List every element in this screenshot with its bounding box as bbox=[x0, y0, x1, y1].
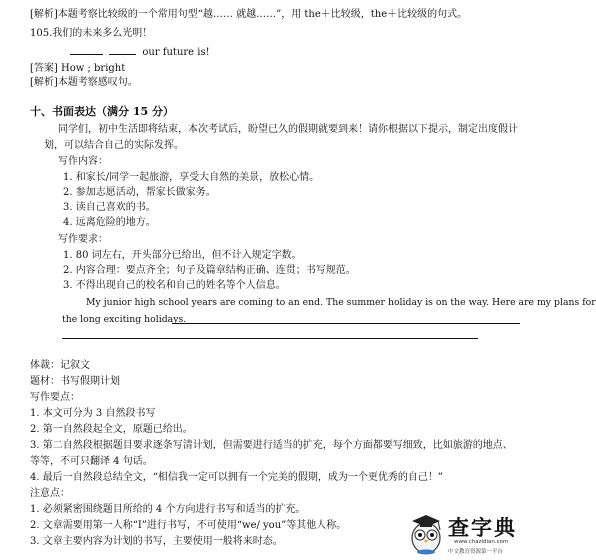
content-item: 1. 和家长/同学一起旅游，享受大自然的美景，放松心情。 bbox=[63, 172, 320, 183]
points-heading: 写作要点： bbox=[30, 392, 80, 403]
topic-line: 题材：书写假期计划 bbox=[30, 376, 120, 387]
logo-name: 查字典 bbox=[448, 516, 517, 540]
chazidian-logo bbox=[406, 508, 528, 558]
requirement-item: 2. 内容合理：要点齐全；句子及篇章结构正确、连贯；书写规范。 bbox=[63, 265, 356, 276]
essay-opening-line1: My junior high school years are coming to an end. The summer holiday is on the way. Here are my plans for bbox=[86, 297, 596, 308]
content-item: 4. 远离危险的地方。 bbox=[63, 217, 156, 228]
q105-analysis: [解析]本题考察感叹句。 bbox=[30, 77, 138, 88]
content-heading: 写作内容： bbox=[58, 156, 108, 167]
point-item: 2. 第一自然段起全文，原题已给出。 bbox=[30, 424, 193, 435]
content-item: 3. 读自己喜欢的书。 bbox=[63, 202, 156, 213]
point-item: 等等，不可只翻译 4 句话。 bbox=[30, 456, 153, 467]
answer-blank-1 bbox=[70, 45, 103, 55]
owl-mascot-icon bbox=[406, 508, 446, 556]
note-item: 1. 必须紧密围绕题目所给的 4 个方向进行书写和适当的扩充。 bbox=[30, 504, 306, 515]
genre-line: 体裁：记叙文 bbox=[30, 360, 90, 371]
point-item: 3. 第二自然段根据题目要求逐条写清计划，但需要进行适当的扩充，每个方面都要写细致，比如旅游的地点、 bbox=[30, 440, 513, 451]
note-item: 3. 文章主要内容为计划的书写，主要使用一般将来时态。 bbox=[30, 536, 283, 547]
requirement-item: 3. 不得出现自己的校名和自己的姓名等个人信息。 bbox=[63, 280, 286, 291]
q105-question: 105.我们的未来多么光明！ bbox=[30, 28, 153, 39]
writing-line bbox=[62, 338, 478, 339]
point-item: 4. 最后一自然段总结全文，“相信我一定可以拥有一个完美的假期，成为一个更优秀的自己！” bbox=[30, 472, 443, 483]
q105-fill-line bbox=[30, 45, 210, 59]
writing-line bbox=[172, 323, 520, 324]
q105-answer: [答案] How ; bright bbox=[30, 63, 126, 74]
essay-opening-line2: the long exciting holidays. bbox=[62, 314, 187, 325]
requirements-heading: 写作要求： bbox=[58, 234, 108, 245]
point-item: 1. 本文可分为 3 自然段书写 bbox=[30, 408, 156, 419]
prompt-intro-line2: 划，可以结合自己的实际发挥。 bbox=[44, 140, 184, 151]
requirement-item: 1. 80 词左右，开头部分已给出，但不计入规定字数。 bbox=[63, 250, 302, 261]
logo-slogan: 中文教育资源第一平台 bbox=[448, 549, 504, 555]
section-title: 十、书面表达（满分 15 分） bbox=[30, 105, 174, 118]
prompt-intro-line1: 同学们，初中生活即将结束，本次考试后，盼望已久的假期就要到来！请你根据以下提示，制定出度假计 bbox=[58, 124, 518, 135]
answer-blank-2 bbox=[109, 45, 136, 55]
content-item: 2. 参加志愿活动，帮家长做家务。 bbox=[63, 187, 216, 198]
note-item: 2. 文章需要用第一人称“I”进行书写，不可使用“we/ you”等其他人称。 bbox=[30, 520, 347, 531]
notes-heading: 注意点： bbox=[30, 488, 70, 499]
q105-tail: our future is! bbox=[142, 47, 210, 58]
q104-analysis: [解析]本题考察比较级的一个常用句型“越…… 就越……”，用 the＋比较级，the＋比较级的句式。 bbox=[30, 9, 468, 20]
logo-url: www.chazidian.com bbox=[454, 539, 509, 545]
